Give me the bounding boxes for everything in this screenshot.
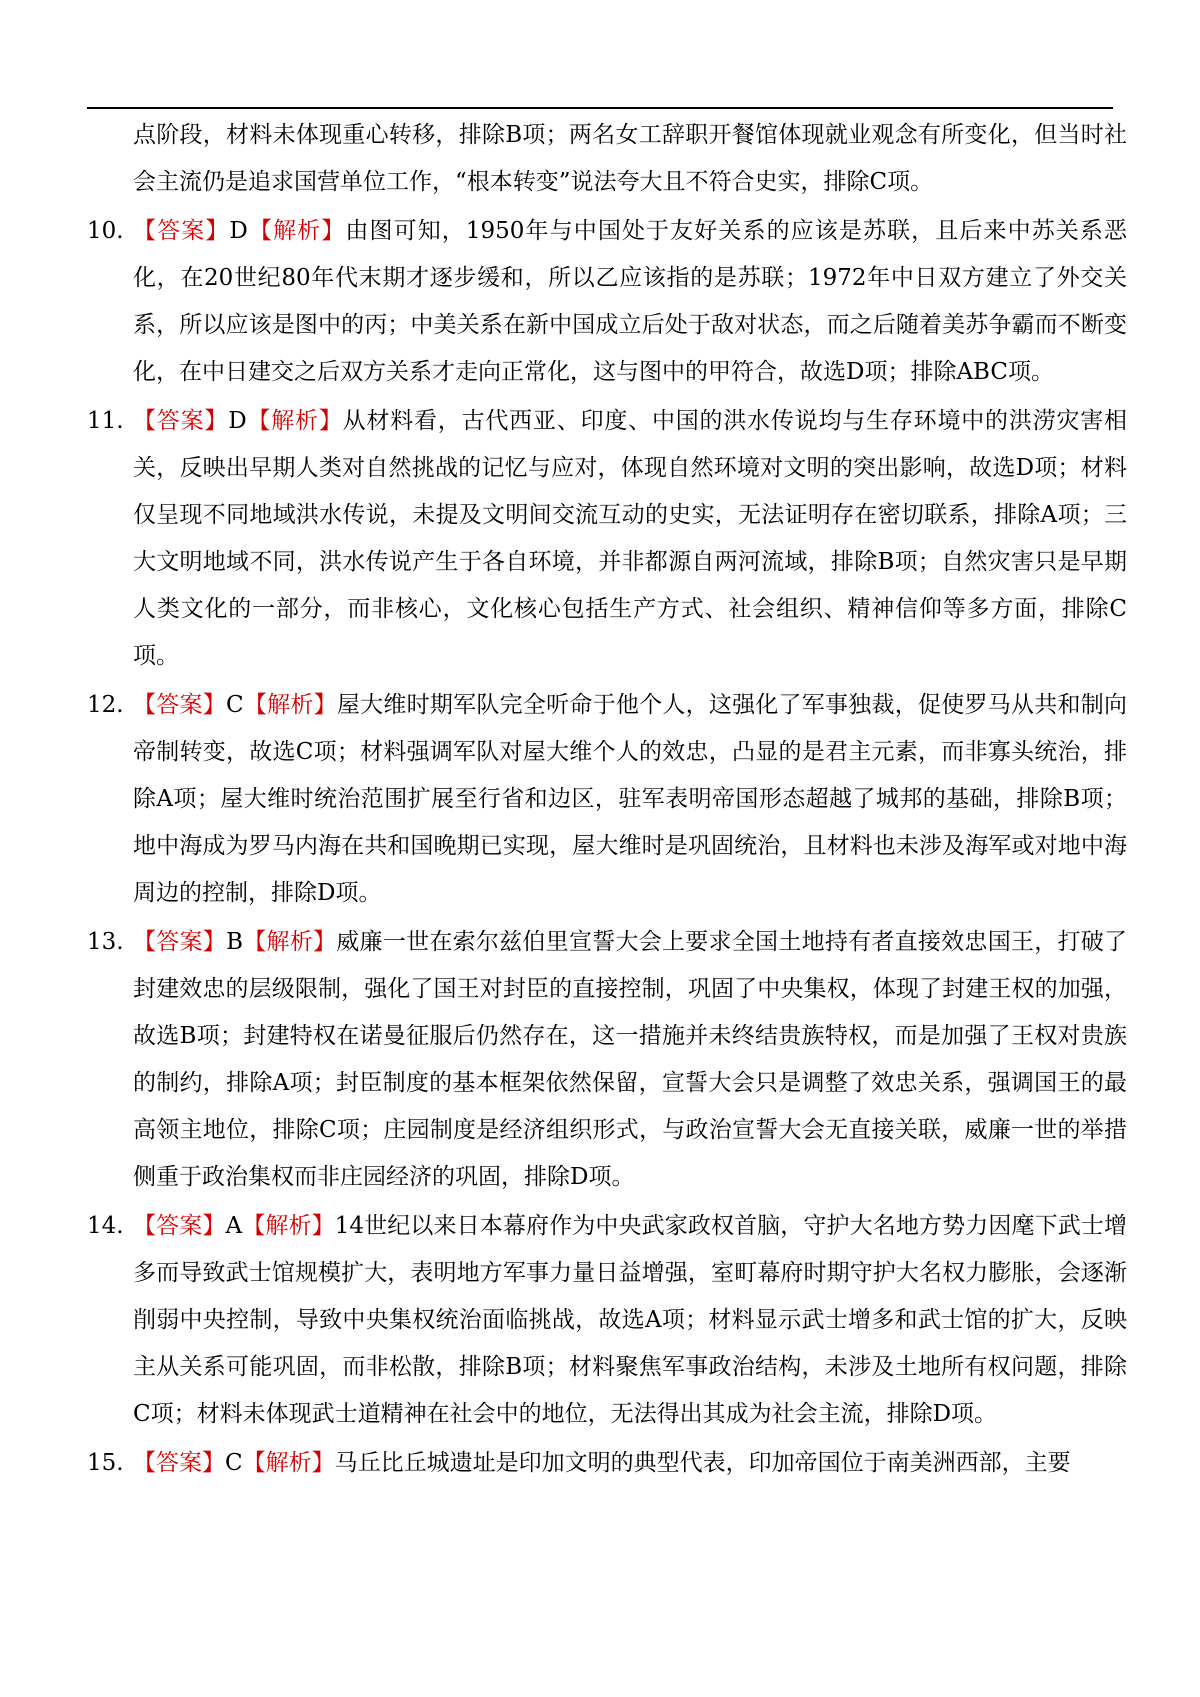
item-number: 13. <box>87 929 124 955</box>
answer-item-14 <box>87 1203 1127 1438</box>
analysis-tag: 【解析】 <box>247 218 346 244</box>
answer-letter: D <box>229 218 248 244</box>
analysis-text: 由图可知，1950年与中国处于友好关系的应该是苏联，且后来中苏关系恶化，在20世纪80年代末期才逐步缓和，所以乙应该指的是苏联；1972年中日双方建立了外交关系，所以应该是图中的丙；中美关系在新中国成立后处于敌对状态，而之后随着美苏争霸而不断变化，在中日建交之后双方关系才走向正常化，这与图中的甲符合，故选D项；排除ABC项。 <box>133 218 1128 385</box>
answer-tag: 【答案】 <box>133 929 227 955</box>
analysis-tag: 【解析】 <box>242 929 337 955</box>
item-number: 11. <box>87 408 124 434</box>
header-rule <box>87 107 1113 109</box>
answer-item-11 <box>87 398 1127 680</box>
answer-letter: C <box>226 692 244 718</box>
analysis-text: 马丘比丘城遗址是印加文明的典型代表，印加帝国位于南美洲西部，主要 <box>334 1450 1071 1476</box>
item-number: 12. <box>87 692 124 718</box>
analysis-tag: 【解析】 <box>242 1450 335 1476</box>
answer-letter: B <box>226 929 243 955</box>
analysis-text: 屋大维时期军队完全听命于他个人，这强化了军事独裁，促使罗马从共和制向帝制转变，故选C项；材料强调军队对屋大维个人的效忠，凸显的是君主元素，而非寡头统治，排除A项；屋大维时统治范围扩展至行省和边区，驻军表明帝国形态超越了城邦的基础，排除B项；地中海成为罗马内海在共和国晚期已实现，屋大维时是巩固统治，且材料也未涉及海军或对地中海周边的控制，排除D项。 <box>133 692 1128 906</box>
analysis-tag: 【解析】 <box>242 1213 335 1239</box>
answer-tag: 【答案】 <box>133 408 229 434</box>
answer-letter: C <box>225 1450 243 1476</box>
answer-letter: A <box>225 1213 243 1239</box>
continuation-paragraph: 点阶段，材料未体现重心转移，排除B项；两名女工辞职开餐馆体现就业观念有所变化，但当时社会主流仍是追求国营单位工作，“根本转变”说法夸大且不符合史实，排除C项。 <box>133 122 1127 195</box>
analysis-tag: 【解析】 <box>246 408 343 434</box>
item-number: 10. <box>87 218 124 244</box>
answer-item-12 <box>87 682 1127 917</box>
analysis-text: 威廉一世在索尔兹伯里宣誓大会上要求全国土地持有者直接效忠国王，打破了封建效忠的层级限制，强化了国王对封臣的直接控制，巩固了中央集权，体现了封建王权的加强，故选B项；封建特权在诺曼征服后仍然存在，这一措施并未终结贵族特权，而是加强了王权对贵族的制约，排除A项；封臣制度的基本框架依然保留，宣誓大会只是调整了效忠关系，强调国王的最高领主地位，排除C项；庄园制度是经济组织形式，与政治宣誓大会无直接关联，威廉一世的举措侧重于政治集权而非庄园经济的巩固，排除D项。 <box>133 929 1128 1190</box>
item-number: 15. <box>87 1450 124 1476</box>
analysis-text: 从材料看，古代西亚、印度、中国的洪水传说均与生存环境中的洪涝灾害相关，反映出早期人类对自然挑战的记忆与应对，体现自然环境对文明的突出影响，故选D项；材料仅呈现不同地域洪水传说，未提及文明间交流互动的史实，无法证明存在密切联系，排除A项；三大文明地域不同，洪水传说产生于各自环境，并非都源自两河流域，排除B项；自然灾害只是早期人类文化的一部分，而非核心，文化核心包括生产方式、社会组织、精神信仰等多方面，排除C项。 <box>133 408 1128 669</box>
answer-item-13 <box>87 919 1127 1201</box>
item-number: 14. <box>87 1213 124 1239</box>
answer-tag: 【答案】 <box>133 1213 226 1239</box>
analysis-tag: 【解析】 <box>243 692 337 718</box>
answer-tag: 【答案】 <box>133 1450 225 1476</box>
answer-key-document <box>87 112 1127 1487</box>
analysis-text: 14世纪以来日本幕府作为中央武家政权首脑，守护大名地方势力因麾下武士增多而导致武士馆规模扩大，表明地方军事力量日益增强，室町幕府时期守护大名权力膨胀，会逐渐削弱中央控制，导致中央集权统治面临挑战，故选A项；材料显示武士增多和武士馆的扩大，反映主从关系可能巩固，而非松散，排除B项；材料聚焦军事政治结构，未涉及土地所有权问题，排除C项；材料未体现武士道精神在社会中的地位，无法得出其成为社会主流，排除D项。 <box>133 1213 1128 1427</box>
answer-tag: 【答案】 <box>133 218 230 244</box>
answer-tag: 【答案】 <box>133 692 226 718</box>
answer-letter: D <box>228 408 247 434</box>
answer-item-15 <box>87 1440 1127 1487</box>
answer-item-10 <box>87 208 1127 396</box>
